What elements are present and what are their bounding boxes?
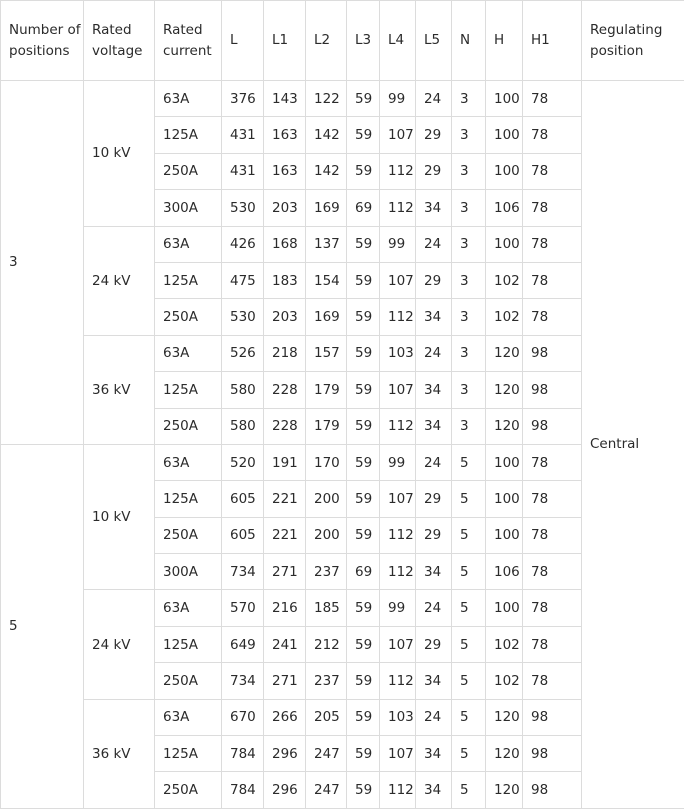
cell-h: 100	[486, 481, 523, 517]
header-h: H	[486, 1, 523, 81]
cell-l1: 228	[264, 408, 306, 444]
cell-l4: 107	[380, 372, 416, 408]
cell-l2: 247	[306, 736, 347, 772]
cell-l1: 203	[264, 190, 306, 226]
cell-l: 784	[222, 772, 264, 808]
cell-l5: 24	[416, 699, 452, 735]
cell-l: 580	[222, 408, 264, 444]
cell-l3: 59	[347, 153, 380, 189]
table-header	[1, 1, 684, 81]
cell-l5: 24	[416, 444, 452, 480]
cell-l1: 241	[264, 626, 306, 662]
cell-l4: 107	[380, 626, 416, 662]
cell-l2: 237	[306, 554, 347, 590]
cell-l2: 179	[306, 408, 347, 444]
cell-l2: 157	[306, 335, 347, 371]
cell-n: 3	[452, 190, 486, 226]
cell-l3: 59	[347, 372, 380, 408]
cell-h: 100	[486, 444, 523, 480]
cell-l5: 34	[416, 299, 452, 335]
cell-l3: 59	[347, 81, 380, 117]
cell-h1: 78	[523, 517, 582, 553]
cell-rated-current: 125A	[155, 481, 222, 517]
cell-l: 734	[222, 663, 264, 699]
cell-l: 520	[222, 444, 264, 480]
cell-l1: 266	[264, 699, 306, 735]
cell-l1: 271	[264, 663, 306, 699]
cell-l1: 191	[264, 444, 306, 480]
cell-l1: 163	[264, 117, 306, 153]
cell-rated-current: 125A	[155, 372, 222, 408]
cell-l: 605	[222, 481, 264, 517]
cell-l1: 221	[264, 481, 306, 517]
cell-l3: 59	[347, 117, 380, 153]
cell-h1: 78	[523, 663, 582, 699]
header-n: N	[452, 1, 486, 81]
cell-h1: 78	[523, 190, 582, 226]
cell-n: 5	[452, 736, 486, 772]
cell-l1: 183	[264, 262, 306, 298]
cell-l5: 34	[416, 372, 452, 408]
header-l1: L1	[264, 1, 306, 81]
cell-l3: 59	[347, 590, 380, 626]
cell-l5: 24	[416, 81, 452, 117]
cell-l2: 200	[306, 481, 347, 517]
cell-l: 530	[222, 299, 264, 335]
cell-rated-current: 63A	[155, 444, 222, 480]
header-l: L	[222, 1, 264, 81]
cell-l3: 59	[347, 481, 380, 517]
cell-rated-current: 63A	[155, 699, 222, 735]
cell-l2: 142	[306, 153, 347, 189]
cell-h: 100	[486, 153, 523, 189]
cell-l: 526	[222, 335, 264, 371]
cell-rated-current: 250A	[155, 299, 222, 335]
cell-l4: 112	[380, 663, 416, 699]
cell-l2: 200	[306, 517, 347, 553]
cell-l5: 24	[416, 335, 452, 371]
header-rated-voltage: Rated voltage	[84, 1, 155, 81]
cell-l: 784	[222, 736, 264, 772]
cell-rated-current: 125A	[155, 626, 222, 662]
header-l3: L3	[347, 1, 380, 81]
cell-rated-voltage: 36 kV	[84, 699, 155, 808]
cell-l1: 216	[264, 590, 306, 626]
cell-h1: 98	[523, 772, 582, 808]
cell-l3: 59	[347, 517, 380, 553]
cell-l3: 59	[347, 772, 380, 808]
cell-l4: 112	[380, 153, 416, 189]
cell-l1: 203	[264, 299, 306, 335]
cell-l2: 122	[306, 81, 347, 117]
cell-rated-voltage: 10 kV	[84, 81, 155, 227]
cell-l4: 107	[380, 736, 416, 772]
cell-l3: 59	[347, 226, 380, 262]
cell-l4: 112	[380, 408, 416, 444]
cell-h: 100	[486, 590, 523, 626]
cell-number-of-positions: 3	[1, 81, 84, 445]
cell-n: 5	[452, 517, 486, 553]
cell-l: 670	[222, 699, 264, 735]
header-number-of-positions: Number of positions	[1, 1, 84, 81]
table-body	[1, 81, 684, 809]
header-l4: L4	[380, 1, 416, 81]
cell-l2: 142	[306, 117, 347, 153]
table-row	[1, 699, 684, 735]
cell-l: 734	[222, 554, 264, 590]
cell-n: 5	[452, 481, 486, 517]
cell-l2: 185	[306, 590, 347, 626]
cell-h1: 78	[523, 590, 582, 626]
cell-h1: 98	[523, 408, 582, 444]
cell-rated-voltage: 36 kV	[84, 335, 155, 444]
cell-h1: 78	[523, 262, 582, 298]
cell-l2: 205	[306, 699, 347, 735]
cell-n: 5	[452, 699, 486, 735]
cell-n: 5	[452, 444, 486, 480]
header-l2: L2	[306, 1, 347, 81]
cell-n: 3	[452, 335, 486, 371]
cell-number-of-positions: 5	[1, 444, 84, 808]
cell-l3: 69	[347, 190, 380, 226]
cell-n: 3	[452, 408, 486, 444]
cell-h1: 78	[523, 554, 582, 590]
cell-rated-current: 250A	[155, 153, 222, 189]
cell-l4: 103	[380, 699, 416, 735]
cell-l: 580	[222, 372, 264, 408]
table-row	[1, 226, 684, 262]
cell-h1: 98	[523, 335, 582, 371]
cell-l4: 99	[380, 81, 416, 117]
cell-h: 106	[486, 190, 523, 226]
cell-l5: 29	[416, 626, 452, 662]
cell-l5: 34	[416, 772, 452, 808]
cell-l: 426	[222, 226, 264, 262]
cell-rated-current: 250A	[155, 408, 222, 444]
cell-l: 376	[222, 81, 264, 117]
cell-l1: 218	[264, 335, 306, 371]
cell-h: 106	[486, 554, 523, 590]
cell-l1: 271	[264, 554, 306, 590]
cell-l1: 296	[264, 736, 306, 772]
cell-l5: 24	[416, 590, 452, 626]
cell-l: 649	[222, 626, 264, 662]
cell-n: 3	[452, 153, 486, 189]
cell-l: 605	[222, 517, 264, 553]
cell-rated-voltage: 24 kV	[84, 226, 155, 335]
cell-l4: 103	[380, 335, 416, 371]
cell-l3: 59	[347, 335, 380, 371]
cell-h1: 98	[523, 372, 582, 408]
cell-l4: 112	[380, 190, 416, 226]
cell-l5: 29	[416, 517, 452, 553]
cell-n: 3	[452, 372, 486, 408]
cell-l4: 112	[380, 554, 416, 590]
cell-h: 120	[486, 408, 523, 444]
cell-l1: 296	[264, 772, 306, 808]
cell-l4: 99	[380, 226, 416, 262]
cell-l2: 154	[306, 262, 347, 298]
cell-l1: 163	[264, 153, 306, 189]
header-l5: L5	[416, 1, 452, 81]
cell-h: 120	[486, 372, 523, 408]
cell-n: 3	[452, 226, 486, 262]
cell-h1: 78	[523, 299, 582, 335]
cell-l4: 107	[380, 481, 416, 517]
cell-l2: 137	[306, 226, 347, 262]
cell-rated-voltage: 10 kV	[84, 444, 155, 590]
cell-l4: 99	[380, 444, 416, 480]
cell-h: 100	[486, 117, 523, 153]
cell-rated-current: 250A	[155, 772, 222, 808]
cell-l2: 247	[306, 772, 347, 808]
cell-h: 120	[486, 335, 523, 371]
cell-l3: 59	[347, 444, 380, 480]
cell-l: 475	[222, 262, 264, 298]
cell-l5: 29	[416, 153, 452, 189]
cell-rated-current: 63A	[155, 81, 222, 117]
cell-l5: 29	[416, 262, 452, 298]
cell-l1: 228	[264, 372, 306, 408]
cell-h: 102	[486, 262, 523, 298]
cell-rated-current: 63A	[155, 226, 222, 262]
cell-l3: 59	[347, 408, 380, 444]
header-h1: H1	[523, 1, 582, 81]
cell-n: 5	[452, 626, 486, 662]
cell-l5: 24	[416, 226, 452, 262]
cell-l4: 112	[380, 517, 416, 553]
cell-l5: 34	[416, 736, 452, 772]
cell-h: 102	[486, 626, 523, 662]
cell-l4: 112	[380, 772, 416, 808]
cell-l4: 99	[380, 590, 416, 626]
cell-l3: 59	[347, 626, 380, 662]
cell-l5: 29	[416, 481, 452, 517]
cell-rated-current: 300A	[155, 190, 222, 226]
cell-h: 120	[486, 699, 523, 735]
cell-l4: 107	[380, 117, 416, 153]
cell-rated-current: 63A	[155, 335, 222, 371]
cell-l3: 59	[347, 736, 380, 772]
cell-l3: 59	[347, 699, 380, 735]
cell-n: 5	[452, 590, 486, 626]
cell-l3: 59	[347, 299, 380, 335]
cell-n: 5	[452, 663, 486, 699]
cell-rated-current: 125A	[155, 736, 222, 772]
header-regulating-position: Regulating position	[582, 1, 684, 81]
cell-l3: 59	[347, 663, 380, 699]
cell-rated-current: 250A	[155, 517, 222, 553]
cell-h1: 78	[523, 153, 582, 189]
cell-h1: 98	[523, 736, 582, 772]
cell-l2: 212	[306, 626, 347, 662]
cell-l5: 34	[416, 554, 452, 590]
cell-h: 120	[486, 736, 523, 772]
cell-rated-current: 125A	[155, 117, 222, 153]
cell-l1: 221	[264, 517, 306, 553]
header-row	[1, 1, 684, 81]
cell-l: 570	[222, 590, 264, 626]
cell-n: 3	[452, 262, 486, 298]
cell-h: 100	[486, 517, 523, 553]
cell-h: 100	[486, 226, 523, 262]
table-row	[1, 81, 684, 117]
cell-regulating-position: Central	[582, 81, 684, 809]
cell-l4: 107	[380, 262, 416, 298]
cell-l2: 237	[306, 663, 347, 699]
cell-h: 102	[486, 663, 523, 699]
cell-n: 3	[452, 299, 486, 335]
cell-h: 102	[486, 299, 523, 335]
cell-n: 5	[452, 772, 486, 808]
cell-l4: 112	[380, 299, 416, 335]
cell-l2: 170	[306, 444, 347, 480]
cell-l5: 29	[416, 117, 452, 153]
cell-h1: 98	[523, 699, 582, 735]
cell-l: 431	[222, 117, 264, 153]
cell-rated-current: 300A	[155, 554, 222, 590]
cell-l5: 34	[416, 663, 452, 699]
cell-l2: 179	[306, 372, 347, 408]
cell-h1: 78	[523, 81, 582, 117]
cell-h: 100	[486, 81, 523, 117]
cell-l2: 169	[306, 299, 347, 335]
cell-l3: 69	[347, 554, 380, 590]
table-row	[1, 335, 684, 371]
cell-l5: 34	[416, 408, 452, 444]
cell-l1: 143	[264, 81, 306, 117]
cell-n: 3	[452, 81, 486, 117]
cell-h1: 78	[523, 481, 582, 517]
header-rated-current: Rated current	[155, 1, 222, 81]
cell-l: 530	[222, 190, 264, 226]
cell-h1: 78	[523, 117, 582, 153]
cell-rated-current: 63A	[155, 590, 222, 626]
cell-h1: 78	[523, 444, 582, 480]
cell-rated-current: 125A	[155, 262, 222, 298]
cell-l2: 169	[306, 190, 347, 226]
table-row	[1, 444, 684, 480]
cell-l: 431	[222, 153, 264, 189]
cell-l5: 34	[416, 190, 452, 226]
cell-rated-voltage: 24 kV	[84, 590, 155, 699]
cell-l1: 168	[264, 226, 306, 262]
cell-l3: 59	[347, 262, 380, 298]
cell-h1: 78	[523, 626, 582, 662]
cell-h: 120	[486, 772, 523, 808]
cell-rated-current: 250A	[155, 663, 222, 699]
cell-n: 5	[452, 554, 486, 590]
cell-n: 3	[452, 117, 486, 153]
table-row	[1, 590, 684, 626]
cell-h1: 78	[523, 226, 582, 262]
